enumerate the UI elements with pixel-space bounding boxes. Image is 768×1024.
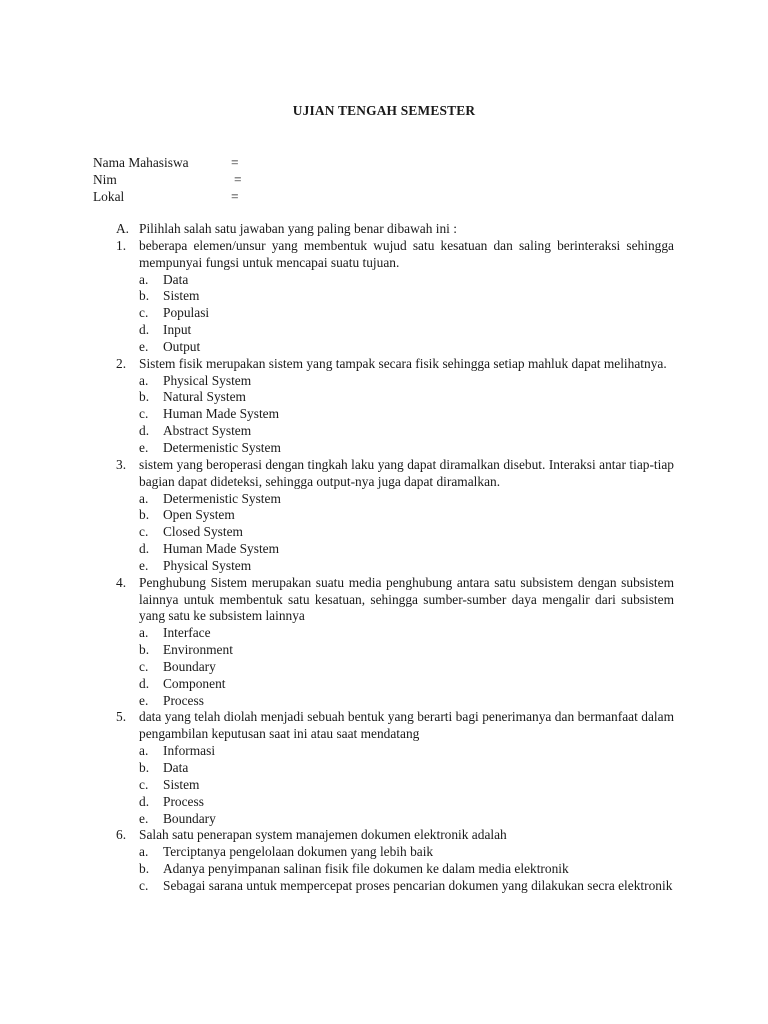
option-text: Determenistic System (163, 490, 281, 506)
option-item (139, 777, 674, 794)
question-text: beberapa elemen/unsur yang membentuk wujud satu kesatuan dan saling berinteraksi sehingga mempunyai fungsi untuk mencapai suatu tujuan. (139, 237, 674, 270)
question-5 (116, 709, 674, 827)
option-letter: e. (139, 692, 149, 708)
option-item (139, 743, 674, 760)
option-letter: c. (139, 305, 149, 321)
option-text: Interface (163, 625, 211, 641)
option-item (139, 322, 674, 339)
option-text: Environment (163, 642, 233, 658)
option-item (139, 760, 674, 777)
option-letter: a. (139, 372, 149, 388)
option-item (139, 272, 674, 289)
option-letter: b. (139, 861, 150, 877)
option-text: Terciptanya pengelolaan dokumen yang lebih baik (163, 844, 434, 860)
option-list (139, 625, 674, 709)
option-letter: d. (139, 423, 150, 439)
option-list (139, 491, 674, 575)
option-letter: d. (139, 541, 150, 557)
question-number: 4. (116, 574, 127, 590)
option-text: Sebagai sarana untuk mempercepat proses pencarian dokumen yang dilakukan secra elektronik (163, 877, 673, 893)
option-item (139, 642, 674, 659)
option-text: Natural System (163, 389, 246, 405)
option-item (139, 373, 674, 390)
option-text: Data (163, 760, 189, 775)
option-text: Populasi (163, 305, 210, 321)
section-a (116, 221, 674, 238)
option-text: Human Made System (163, 406, 280, 422)
option-text: Process (163, 793, 204, 809)
option-letter: d. (139, 793, 150, 809)
option-item (139, 693, 674, 710)
option-letter: c. (139, 524, 149, 540)
option-item (139, 659, 674, 676)
question-text: sistem yang beroperasi dengan tingkah laku yang dapat diramalkan disebut. Interaksi antar tiap-tiap bagian dapat dideteksi, sehingga output-nya juga dapat diramalkan. (139, 456, 674, 489)
option-text: Sistem (163, 288, 200, 304)
option-item (139, 844, 674, 861)
option-letter: e. (139, 338, 149, 354)
option-item (139, 440, 674, 457)
option-letter: e. (139, 557, 149, 573)
option-item (139, 524, 674, 541)
option-item (139, 676, 674, 693)
option-text: Open System (163, 507, 235, 523)
page-title: UJIAN TENGAH SEMESTER (292, 103, 476, 118)
option-item (139, 811, 674, 828)
identity-separator: = (231, 155, 239, 170)
option-letter: b. (139, 642, 150, 658)
option-text: Input (163, 322, 192, 338)
option-letter: e. (139, 810, 149, 826)
option-item (139, 491, 674, 508)
option-text: Abstract System (163, 423, 252, 439)
option-letter: b. (139, 288, 150, 304)
question-text: Salah satu penerapan system manajemen dokumen elektronik adalah (139, 827, 507, 843)
question-number: 3. (116, 456, 127, 472)
option-text: Determenistic System (163, 439, 281, 455)
option-item (139, 406, 674, 423)
option-letter: c. (139, 658, 149, 674)
option-text: Human Made System (163, 541, 280, 557)
option-letter: c. (139, 776, 149, 792)
option-item (139, 423, 674, 440)
option-text: Closed System (163, 524, 243, 540)
question-text: Penghubung Sistem merupakan suatu media penghubung antara satu subsistem dengan subsistem lainnya untuk membentuk satu kesatuan, sehingga sumber-sumber daya mengalir dari subsistem yang satu ke subsistem lainnya (139, 574, 674, 624)
option-letter: b. (139, 389, 150, 405)
question-3 (116, 457, 674, 575)
identity-label: Lokal (93, 189, 125, 205)
option-text: Process (163, 692, 204, 708)
option-item (139, 558, 674, 575)
option-list (139, 272, 674, 356)
option-list (139, 743, 674, 827)
option-text: Sistem (163, 776, 200, 792)
option-item (139, 288, 674, 305)
option-item (139, 861, 674, 878)
question-text: data yang telah diolah menjadi sebuah bentuk yang berarti bagi penerimanya dan bermanfaat dalam pengambilan keputusan saat ini atau saat mendatang (139, 709, 674, 742)
option-letter: c. (139, 877, 149, 893)
option-item (139, 794, 674, 811)
option-text: Boundary (163, 810, 216, 826)
identity-separator: = (231, 189, 239, 205)
question-number: 6. (116, 827, 127, 843)
section-marker: A. (116, 221, 130, 236)
option-item (139, 625, 674, 642)
option-item (139, 339, 674, 356)
option-letter: a. (139, 625, 149, 641)
option-text: Boundary (163, 658, 216, 674)
identity-label: Nim (93, 172, 117, 188)
question-number: 1. (116, 237, 127, 253)
option-text: Data (163, 271, 189, 287)
question-text: Sistem fisik merupakan sistem yang tampak secara fisik sehingga setiap mahluk dapat melihatnya. (139, 355, 667, 371)
exam-content (116, 221, 674, 895)
option-letter: e. (139, 439, 149, 455)
option-text: Component (163, 675, 226, 691)
question-4 (116, 575, 674, 710)
option-text: Adanya penyimpanan salinan fisik file dokumen ke dalam media elektronik (163, 861, 569, 877)
identity-separator: = (234, 172, 242, 188)
option-letter: a. (139, 271, 149, 287)
question-number: 2. (116, 355, 127, 371)
option-item (139, 878, 674, 895)
section-instruction: Pilihlah salah satu jawaban yang paling benar dibawah ini : (139, 221, 457, 236)
question-number: 5. (116, 709, 127, 725)
option-text: Physical System (163, 557, 252, 573)
option-text: Output (163, 338, 201, 354)
option-text: Informasi (163, 743, 216, 759)
option-letter: a. (139, 743, 149, 759)
option-letter: d. (139, 675, 150, 691)
option-list (139, 373, 674, 457)
option-text: Physical System (163, 372, 252, 388)
identity-label: Nama Mahasiswa (93, 155, 189, 170)
option-item (139, 305, 674, 322)
option-item (139, 507, 674, 524)
option-list (139, 844, 674, 895)
option-letter: d. (139, 322, 150, 338)
option-letter: b. (139, 507, 150, 523)
option-item (139, 541, 674, 558)
question-1 (116, 238, 674, 356)
option-letter: c. (139, 406, 149, 422)
question-2 (116, 356, 674, 457)
question-6 (116, 827, 674, 894)
option-letter: a. (139, 844, 149, 860)
option-letter: a. (139, 490, 149, 506)
option-letter: b. (139, 760, 150, 775)
option-item (139, 389, 674, 406)
